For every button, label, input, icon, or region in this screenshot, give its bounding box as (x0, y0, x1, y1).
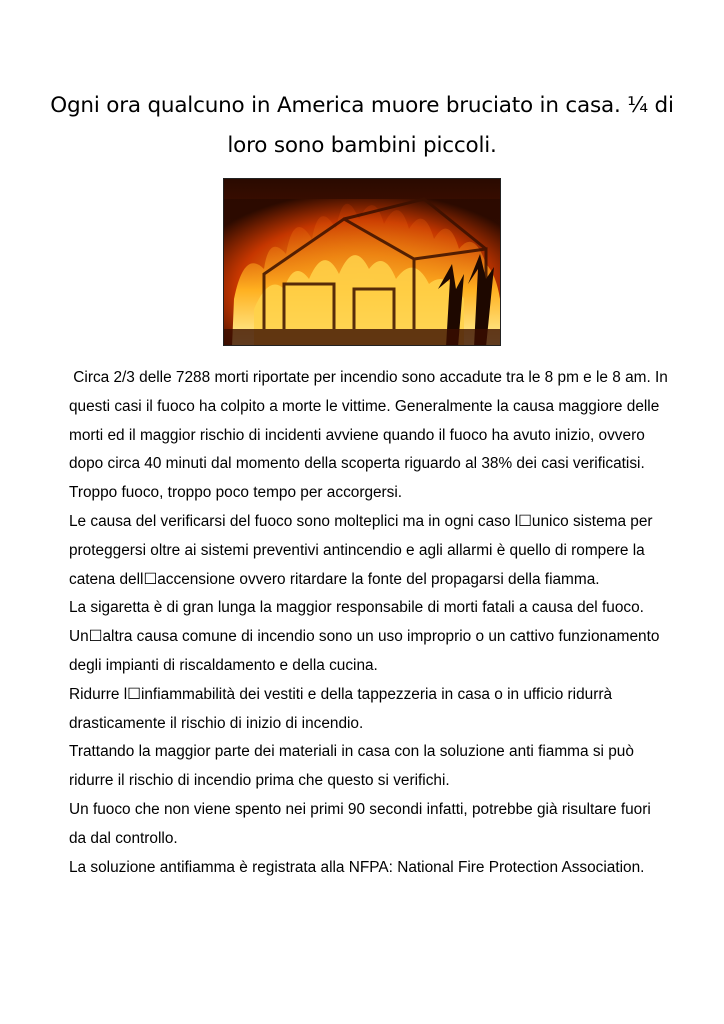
burning-house-photo (223, 178, 501, 346)
paragraph: Circa 2/3 delle 7288 morti riportate per incendio sono accadute tra le 8 pm e le 8 am. In questi casi il fuoco ha colpito a morte le vittime. Generalmente la causa maggiore delle morti ed il maggior rischio di incidenti avviene quando il fuoco ha avuto inizio, ovvero dopo circa 40 minuti dal momento della scoperta riguardo al 38% dei casi verificatisi. Troppo fuoco, troppo poco tempo per accorgersi. (69, 369, 673, 502)
page-title: Ogni ora qualcuno in America muore bruciato in casa. ¼ di loro sono bambini piccoli. (50, 93, 674, 158)
paragraph: La soluzione antifiamma è registrata alla NFPA: National Fire Protection Association. (69, 858, 645, 876)
paragraph: Ridurre l☐infiammabilità dei vestiti e della tappezzeria in casa o in ufficio ridurrà drasticamente il rischio di inizio di incendio. (69, 685, 617, 732)
paragraph: Un fuoco che non viene spento nei primi 90 secondi infatti, potrebbe già risultare fuori da dal controllo. (69, 800, 656, 847)
body-text (69, 364, 673, 882)
paragraph: Le causa del verificarsi del fuoco sono molteplici ma in ogni caso l☐unico sistema per proteggersi oltre ai sistemi preventivi antincendio e agli allarmi è quello di rompere la catena dell☐accensione ovvero ritardare la fonte del propagarsi della fiamma. (69, 512, 657, 588)
paragraph: La sigaretta è di gran lunga la maggior responsabile di morti fatali a causa del fuoco. Un☐altra causa comune di incendio sono un uso improprio o un cattivo funzionamento degli impianti di riscaldamento e della cucina. (69, 599, 664, 674)
burning-house-illustration (224, 179, 501, 346)
paragraph: Trattando la maggior parte dei materiali in casa con la soluzione anti fiamma si può ridurre il rischio di incendio prima che questo si verifichi. (69, 743, 639, 790)
